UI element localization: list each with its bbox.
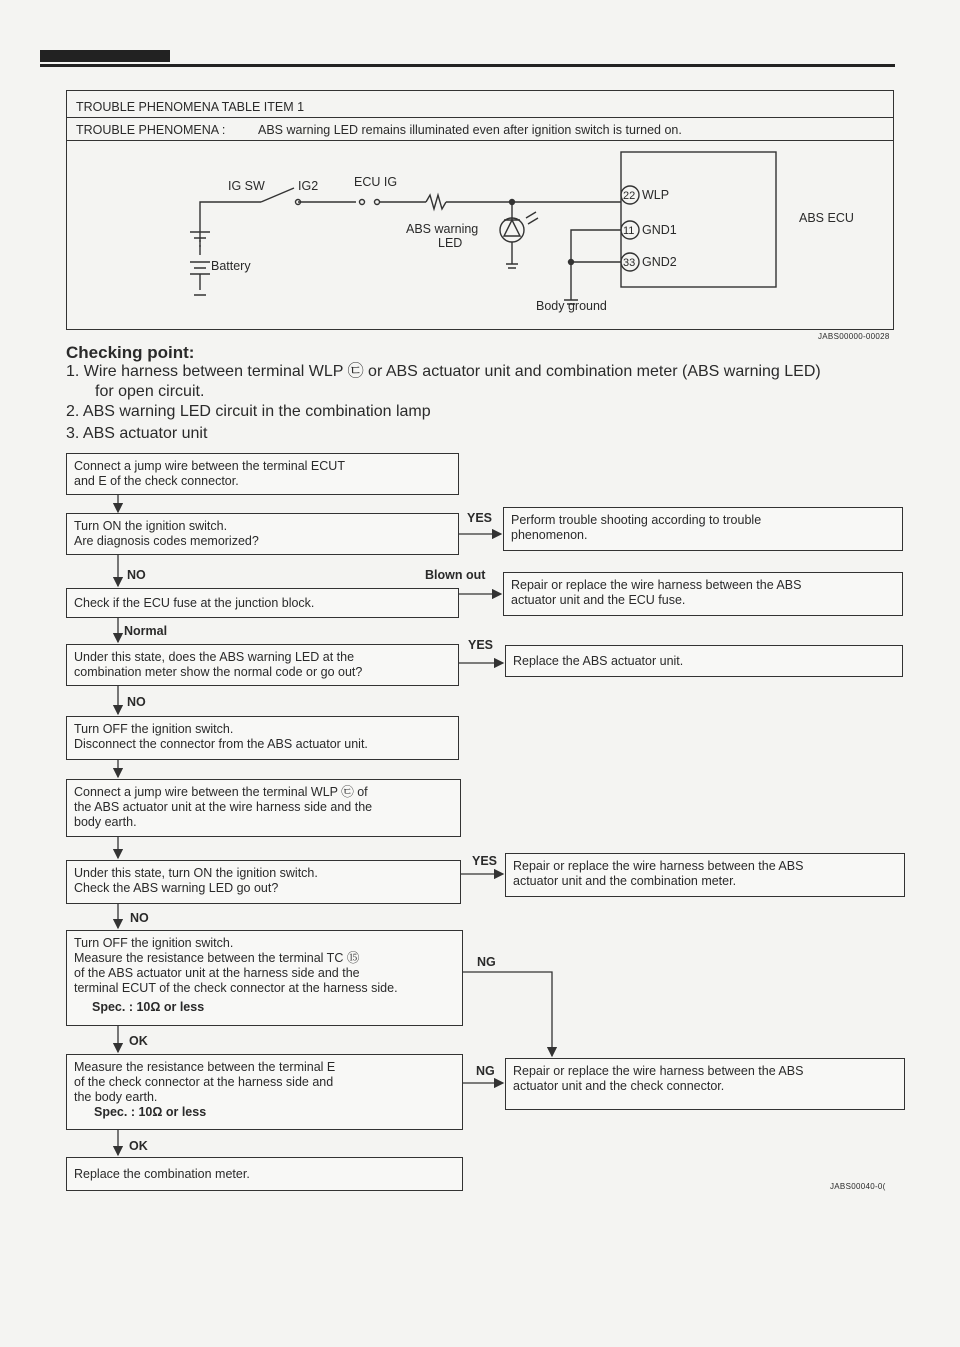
- checking-item: for open circuit.: [95, 383, 205, 400]
- blown-out-label: Blown out: [425, 568, 486, 582]
- checking-item: 3. ABS actuator unit: [66, 425, 208, 442]
- yes-label: YES: [467, 511, 493, 525]
- step-box-9: Measure the resistance between the terminal E of the check connector at the harness side and the body earth. Spec. : 10Ω or less: [66, 1054, 463, 1130]
- step-box-7: Under this state, turn ON the ignition switch. Check the ABS warning LED go out?: [66, 860, 461, 904]
- result-box-2: Repair or replace the wire harness between the ABS actuator unit and the ECU fuse.: [503, 572, 903, 616]
- yes-label: YES: [468, 638, 494, 652]
- ng-label: NG: [476, 1064, 495, 1078]
- body-ground-label: Body ground: [536, 299, 607, 313]
- result-box-4: Repair or replace the wire harness between the ABS actuator unit and the combination meter.: [505, 853, 905, 897]
- yes-label: YES: [472, 854, 498, 868]
- spec-text: Spec. : 10Ω or less: [94, 1105, 207, 1119]
- result-box-1: Perform trouble shooting according to trouble phenomenon.: [503, 507, 903, 551]
- step-box-2: Turn ON the ignition switch. Are diagnosis codes memorized?: [66, 513, 459, 555]
- ok-label: OK: [129, 1034, 148, 1048]
- gnd1-label: GND1: [642, 223, 677, 237]
- ig-sw-label: IG SW: [228, 179, 265, 193]
- terminal-22-num: 22: [623, 190, 636, 202]
- step-box-1: Connect a jump wire between the terminal ECUT and E of the check connector.: [66, 453, 459, 495]
- step-box-3: Check if the ECU fuse at the junction block.: [66, 588, 459, 618]
- led-label: LED: [438, 236, 463, 250]
- phenomena-text: ABS warning LED remains illuminated even after ignition switch is turned on.: [258, 123, 682, 137]
- no-label: NO: [130, 911, 149, 925]
- wlp-label: WLP: [642, 188, 670, 202]
- checking-point-title: Checking point:: [66, 343, 195, 362]
- table-item-title: TROUBLE PHENOMENA TABLE ITEM 1: [76, 100, 305, 114]
- abs-ecu-label: ABS ECU: [799, 211, 854, 225]
- battery-label: Battery: [211, 259, 251, 273]
- spec-text: Spec. : 10Ω or less: [92, 1000, 205, 1014]
- ecu-ig-label: ECU IG: [354, 175, 398, 189]
- abs-warning-label: ABS warning: [406, 222, 479, 236]
- step-box-4: Under this state, does the ABS warning LED at the combination meter show the normal code or go out?: [66, 644, 459, 686]
- terminal-11-num: 11: [623, 225, 635, 237]
- phenomena-label: TROUBLE PHENOMENA :: [76, 123, 226, 137]
- flowchart-code: JABS00040-0(: [830, 1182, 886, 1191]
- step-box-10: Replace the combination meter.: [66, 1157, 463, 1191]
- ng-label: NG: [477, 955, 496, 969]
- gnd2-label: GND2: [642, 255, 677, 269]
- step-box-8: Turn OFF the ignition switch. Measure the resistance between the terminal TC ⑮ of the ABS actuator unit at the harness side and the terminal ECUT of the check connector at the harness side. Spec. : 10Ω or less: [66, 930, 463, 1026]
- ig2-label: IG2: [298, 179, 319, 193]
- step-box-5: Turn OFF the ignition switch. Disconnect the connector from the ABS actuator unit.: [66, 716, 459, 760]
- result-box-5: Repair or replace the wire harness between the ABS actuator unit and the check connector.: [505, 1058, 905, 1110]
- checking-item: 1. Wire harness between terminal WLP ㉢ or ABS actuator unit and combination meter (ABS warning LED): [66, 363, 821, 380]
- checking-item: 2. ABS warning LED circuit in the combination lamp: [66, 403, 431, 420]
- result-box-3: Replace the ABS actuator unit.: [505, 645, 903, 677]
- diagram-code: JABS00000-00028: [818, 332, 890, 341]
- terminal-33-num: 33: [623, 257, 636, 269]
- normal-label: Normal: [124, 624, 168, 638]
- no-label: NO: [127, 568, 146, 582]
- no-label: NO: [127, 695, 146, 709]
- ok-label: OK: [129, 1139, 148, 1153]
- step-box-6: Connect a jump wire between the terminal WLP ㉢ of the ABS actuator unit at the wire harness side and the body earth.: [66, 779, 461, 837]
